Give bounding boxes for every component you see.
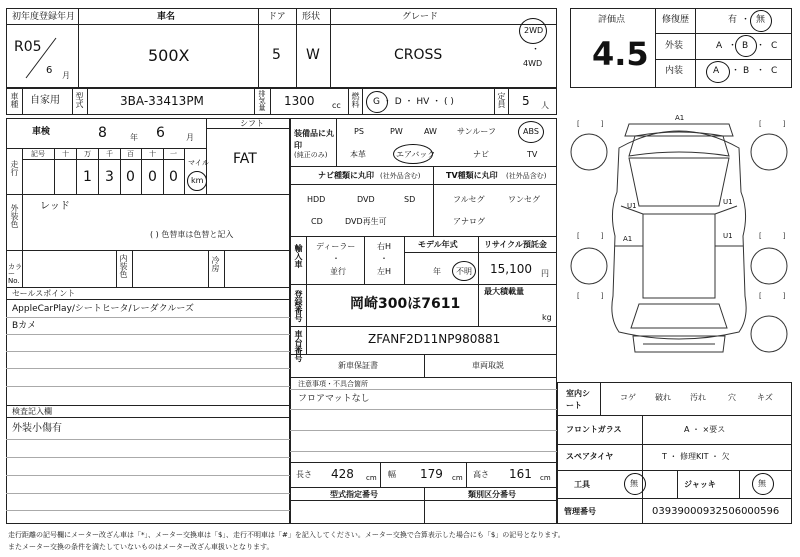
color-label: 外装色 [10, 204, 19, 228]
tv-oneseg: ワンセグ [508, 195, 540, 204]
width-unit: cm [452, 474, 463, 482]
vehicle-label: 車種 [10, 92, 19, 108]
jack-label: ジャッキ [684, 480, 716, 489]
cooler-label: 冷房 [211, 256, 220, 272]
navi-dvd: DVD [357, 195, 375, 204]
import-parallel: 並行 [330, 267, 346, 276]
shape-label: 形状 [302, 12, 321, 22]
recycle-unit: 円 [541, 269, 549, 278]
tools-label: 工具 [574, 480, 590, 489]
footer-line2: またメーター交換の条件を満たしていないものはメーター改ざん車扱いとなります。 [8, 543, 274, 551]
height-value: 161 [509, 467, 532, 481]
interior-seat-label: 室内シート [566, 389, 590, 410]
displacement-value: 1300 [284, 94, 315, 108]
equip-ps: PS [354, 127, 364, 136]
color-no-label: カラーNo. [8, 263, 22, 285]
fuel-options: G ・ D ・ HV ・ ( ) [373, 97, 454, 107]
equipment-sub: (純正のみ) [294, 151, 328, 159]
chassis-value: ZFANF2D11NP980881 [368, 332, 501, 346]
first-reg-month-unit: 月 [62, 71, 70, 80]
inspection-month: 6 [156, 125, 165, 141]
sales-point-label: セールスポイント [12, 289, 76, 298]
svg-text:[ ]: [ ] [577, 292, 604, 300]
displacement-label: 排気量 [258, 90, 266, 111]
inspection-year: 8 [98, 125, 107, 141]
inspector-value: 外装小傷有 [12, 423, 62, 434]
inspection-label: 車検 [32, 127, 51, 137]
max-load-unit: kg [542, 313, 552, 322]
tv-fullseg: フルセグ [453, 195, 485, 204]
drive-2wd: 2WD [524, 26, 544, 35]
ext-grade-c: C [771, 41, 778, 51]
model-year-unit: 年 [433, 267, 441, 276]
name-label: 車名 [157, 12, 176, 22]
score-value: 4.5 [592, 35, 649, 73]
row2-box [6, 88, 557, 115]
use-value: 自家用 [30, 95, 60, 106]
equipment-label: 装備品に丸印 [294, 129, 334, 150]
fuel-label: 燃料 [351, 92, 360, 108]
diagram-mark-u1-left: U1 [627, 202, 637, 210]
capacity-value: 5 [522, 94, 530, 108]
mile-label: マイル [188, 159, 209, 167]
drive-4wd: 4WD [523, 59, 543, 68]
repair-label: 修復歴 [662, 15, 690, 25]
digit-3: 0 [126, 169, 135, 185]
notes-value: フロアマットなし [298, 394, 370, 404]
unit-5: 十 [149, 150, 156, 158]
equip-aw: AW [424, 127, 437, 136]
digit-5: 0 [169, 169, 178, 185]
tv-sub: (社外品含む) [506, 172, 547, 180]
mgmt-value: 03939000932506000596 [652, 506, 780, 517]
ext-grade-b: B [742, 41, 749, 51]
model-year-unknown: 不明 [456, 267, 472, 276]
car-diagram [563, 96, 795, 381]
import-right-h: 右H [377, 242, 392, 251]
int-grade-a: A [713, 66, 720, 76]
interior-label: 内装 [665, 66, 684, 76]
spare-tire-label: スペアタイヤ [566, 452, 614, 461]
max-load-label: 最大積載量 [484, 287, 524, 296]
inspector-label: 検査記入欄 [12, 407, 52, 416]
height-unit: cm [540, 474, 551, 482]
sales-point-line1: AppleCarPlay/シートヒータ/レーダクルーズ [12, 304, 194, 314]
width-value: 179 [420, 467, 443, 481]
inspection-month-unit: 月 [186, 133, 194, 142]
new-car-warranty: 新車保証書 [338, 361, 378, 370]
type-cert-label: 型式指定番号 [330, 490, 378, 499]
recycle-value: 15,100 [490, 262, 532, 276]
capacity-label: 定員 [497, 92, 506, 108]
tools-value: 無 [630, 479, 638, 488]
exterior-label: 外装 [665, 41, 684, 51]
seat-stain: 汚れ [690, 393, 706, 402]
navi-hdd: HDD [307, 195, 326, 204]
svg-text:[ ]: [ ] [759, 232, 786, 240]
navi-dvd-playback: DVD再生可 [345, 217, 387, 226]
mileage-symbol-label: 記号 [31, 150, 45, 158]
first-reg-month: 6 [46, 65, 53, 76]
interior-color-label: 内装色 [119, 254, 128, 278]
km-label: km [191, 176, 204, 185]
color-value: レッド [40, 201, 70, 212]
unit-6: 一 [170, 150, 177, 158]
svg-text:[ ]: [ ] [577, 232, 604, 240]
recycle-label: リサイクル預託金 [484, 240, 547, 249]
digit-2: 3 [105, 169, 114, 185]
cc-unit: cc [332, 101, 341, 110]
notes-label: 注意事項・不具合箇所 [298, 380, 368, 388]
import-dealer: ディーラー [316, 242, 356, 251]
spare-tire-options: T ・ 修理KIT ・ 欠 [662, 452, 730, 461]
equip-navi: ナビ [473, 150, 489, 159]
first-reg-era: R05 [14, 39, 42, 55]
footer-line1: 走行距離の記号欄にメーター改ざん車は「*」、メーター交換車は「$」、走行不明車は「#」を記入してください。メーター交換で合算表示した場合にも「$」の記号となります。 [8, 531, 565, 539]
equip-airbag: エアバック [396, 150, 436, 159]
windshield-label: フロントガラス [566, 425, 622, 434]
ext-grade-a: A [716, 41, 723, 51]
seat-hole: 穴 [728, 393, 736, 402]
diagram-mark-a1-bottom: A1 [623, 235, 633, 243]
car-manual: 車両取説 [472, 361, 504, 370]
height-label: 高さ [473, 470, 489, 479]
tv-analog: アナログ [453, 217, 485, 226]
equip-pw: PW [390, 127, 403, 136]
navi-label: ナビ種類に丸印 [318, 171, 374, 180]
shift-value: FAT [233, 151, 257, 167]
length-unit: cm [366, 474, 377, 482]
model-label: 型式 [75, 92, 84, 108]
score-label: 評価点 [598, 15, 626, 25]
first-reg-label: 初年度登録年月 [12, 12, 76, 22]
digit-1: 1 [83, 169, 92, 185]
model-value: 3BA-33413PM [120, 94, 204, 108]
width-label: 幅 [388, 470, 396, 479]
diagram-mark-u1-right: U1 [723, 232, 733, 240]
category-label: 類別区分番号 [468, 490, 516, 499]
model-year-label: モデル年式 [418, 240, 458, 249]
grade-label: グレード [402, 12, 439, 22]
equip-tv: TV [527, 150, 538, 159]
int-grade-b: B [743, 66, 750, 76]
equip-abs: ABS [523, 127, 539, 136]
plate-value: 岡崎300ほ7611 [350, 296, 461, 312]
car-name: 500X [148, 46, 190, 65]
grade-value: CROSS [394, 47, 443, 63]
svg-text:[ ]: [ ] [759, 292, 786, 300]
jack-value: 無 [758, 479, 766, 488]
tv-label: TV種類に丸印 [446, 171, 498, 180]
inspection-year-unit: 年 [130, 133, 138, 142]
import-left-h: 左H [377, 267, 392, 276]
shift-label: シフト [240, 119, 264, 128]
length-value: 428 [331, 467, 354, 481]
seat-scratch: キズ [757, 393, 773, 402]
sales-point-line2: Bカメ [12, 321, 37, 331]
first-reg-slash [20, 34, 60, 82]
equip-sunroof: サンルーフ [457, 127, 496, 136]
windshield-options: A ・ ×要ス [684, 425, 726, 434]
navi-sd: SD [404, 195, 416, 204]
int-grade-c: C [771, 66, 778, 76]
seat-burn: コゲ [620, 393, 636, 402]
unit-4: 百 [127, 150, 134, 158]
equip-leather: 本革 [350, 150, 366, 159]
length-label: 長さ [296, 470, 312, 479]
capacity-unit: 人 [541, 101, 549, 110]
repair-yes: 有 [728, 15, 738, 25]
color-change-note: ( ) 色替車は色替と記入 [150, 230, 234, 239]
mgmt-label: 管理番号 [564, 507, 596, 516]
door-value: 5 [272, 47, 281, 63]
import-label: 輸入車 [294, 244, 303, 268]
digit-4: 0 [148, 169, 157, 185]
door-label: ドア [268, 12, 286, 22]
diagram-mark-u1-rear: U1 [723, 198, 733, 206]
navi-sub: (社外品含む) [380, 172, 421, 180]
chassis-label: 車台番号 [294, 330, 303, 362]
repair-no: 無 [756, 15, 766, 25]
svg-text:[ ]: [ ] [759, 120, 786, 128]
unit-1: 十 [62, 150, 69, 158]
plate-label: 登録番号 [294, 290, 303, 322]
unit-2: 万 [84, 150, 91, 158]
svg-text:[ ]: [ ] [577, 120, 604, 128]
diagram-mark-a1-front: A1 [675, 114, 685, 122]
navi-cd: CD [311, 217, 323, 226]
seat-tear: 破れ [655, 393, 671, 402]
shape-value: W [306, 47, 320, 63]
unit-3: 千 [106, 150, 113, 158]
mileage-label: 走行 [10, 160, 19, 176]
